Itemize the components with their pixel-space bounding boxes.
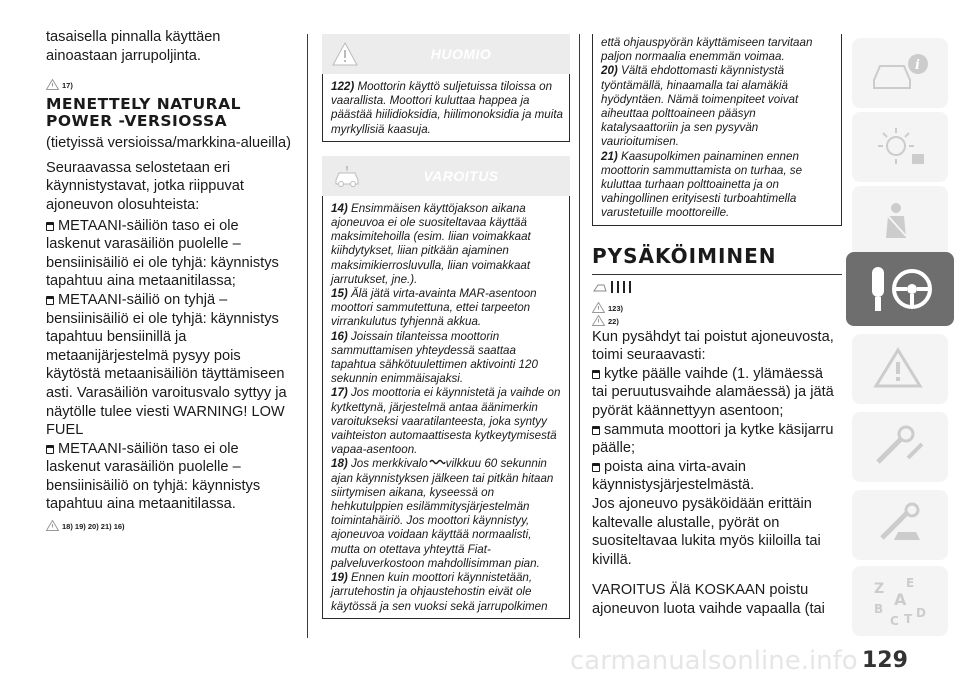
warning-lights-icon [868,124,932,170]
watermark: carmanualsonline.info [570,646,858,676]
column-divider [579,34,580,638]
tab-maintenance[interactable] [852,490,948,560]
list-item: poista aina virta-avain käynnistysjärjestelmästä. [592,458,755,494]
warning-car-icon [868,346,932,392]
list-item: METAANI-säiliön taso ei ole laskenut varasäiliön puolelle – bensiinisäiliö ei ole tyhjä: käynnistys tapahtuu aina metaanitilassa; [46,217,279,290]
svg-text:A: A [894,590,907,609]
reference-numbers: 22) [608,316,619,326]
tab-starting-driving[interactable] [846,252,954,326]
warning-item: 21) Kaasupolkimen painaminen ennen moottorin sammuttamista on turhaa, se kuluttaa turhaan polttoainetta ja on vahingollinen erityisesti turboahtimella varustetuille moottoreille. [601,149,803,220]
tab-safety[interactable] [852,186,948,256]
bullet-icon [592,426,600,435]
tab-index[interactable] [852,566,948,636]
svg-text:i: i [915,58,920,73]
tab-dashboard-info[interactable] [852,38,948,108]
warning-item: 20) Vältä ehdottomasti käynnistystä työntämällä, hinaamalla tai alamäkiä hyödyntäen. Nämä toimenpiteet voivat aiheuttaa polttoaineen pääsyn katalysaattoriin ja sen pysyvän vaurioitumisen. [601,64,799,149]
parking-icon-row [592,279,842,300]
paragraph: Jos ajoneuvo pysäköidään erittäin kaltevalle alustalle, pyörät on suositeltavaa lukita myös kiiloilla tai kivillä. [592,495,821,568]
seatbelt-icon [868,198,932,244]
tab-warnings[interactable] [852,334,948,404]
warning-triangle-icon [46,520,59,531]
svg-text:C: C [890,614,899,628]
car-damage-icon [332,164,362,188]
warning-triangle-icon [46,79,59,90]
reference-numbers: 18) 19) 20) 21) 16) [62,522,125,532]
warning-title: VAROITUS [423,167,499,184]
list-item: METAANI-säiliön taso ei ole laskenut varasäiliön puolelle – bensiinisäiliö on tyhjä: käynnistys tapahtuu aina metaanitilassa. [46,440,261,513]
reference-numbers: 17) [62,81,73,91]
column-1 [46,28,294,537]
notice-box-body [322,74,570,142]
list-item: kytke päälle vaihde (1. ylämäessä tai peruutusvaihde alamäessä) ja jätä pyörät käännettyyn asentoon; [592,365,834,420]
warning-item: 16) Joissain tilanteissa moottorin sammuttamisen yhteydessä saattaa tapahtua sähkötuulettimen aktivointi 120 sekunnin enimmäisajaksi. [331,329,538,386]
bullet-icon [592,370,600,379]
warning-box-body [322,196,570,619]
warning-item: 14) Ensimmäisen käyttöjakson aikana ajoneuvoa ei ole suositeltavaa käyttää maksimitehoilla (esim. liian voimakkaat kiihdytykset, liian pitkään ajaminen maksimikierrosluvulla, liian voimakkaat jarrutukset, jne.). [331,201,531,286]
glow-plug-icon [428,458,446,467]
paragraph: VAROITUS Älä KOSKAAN poistu ajoneuvon luota vaihde vapaalla (tai [592,582,825,617]
warning-item: 15) Älä jätä virta-avainta MAR-asentoon moottori sammutettuna, ettei tarpeeton virrankulutus tyhjennä akkua. [331,287,537,329]
column-divider [307,34,308,638]
tab-lights[interactable] [852,112,948,182]
lead-paragraph: Kun pysähdyt tai poistut ajoneuvosta, toimi seuraavasti: [592,328,834,364]
alphabet-index-icon [868,573,932,629]
section-heading: MENETTELY NATURAL POWER -VERSIOSSA [46,95,241,131]
tools-icon [868,424,932,470]
bullet-icon [46,445,54,454]
parking-manual-icon [592,279,636,295]
bullet-icon [46,296,54,305]
warning-box-continued [592,34,842,226]
reference-line [592,315,842,326]
warning-triangle-icon [332,42,358,66]
warning-triangle-icon [592,302,605,313]
reference-line [46,79,294,90]
notice-box-header [322,34,570,74]
svg-text:E: E [906,576,915,590]
wrench-car-icon [868,502,932,548]
section-heading: PYSÄKÖIMINEN [592,244,842,275]
list-item: sammuta moottori ja kytke käsijarru päälle; [592,421,834,457]
reference-line [592,302,842,313]
warning-continuation: että ohjauspyörän käyttämiseen tarvitaan paljon normaalia enemmän voimaa. [601,36,813,64]
reference-numbers: 123) [608,303,624,313]
warning-item: 17) Jos moottoria ei käynnistetä ja vaihde on kytkettynä, järjestelmä antaa äänimerkin varoitukseksi vaaratilanteesta, joka syntyy vaihteiston automaattisesta kytkeytymisestä vapaa-asentoon. [331,386,561,457]
list-item: METAANI-säiliö on tyhjä – bensiinisäiliö ei ole tyhjä: käynnistys tapahtuu bensiinillä ja metaanijärjestelmä pysyy pois käytöstä metaanisäiliön täyttämiseen asti. Varasäiliön varoitusvalo syttyy ja näytölle tulee viesti WARNING! LOW FUEL [46,291,287,439]
warning-item: 19) Ennen kuin moottori käynnistetään, jarrutehostin ja ohjaustehostin eivät ole käytössä ja sen vuoksi sekä jarrupolkimen [331,571,548,613]
notice-item: 122) Moottorin käyttö suljetuissa tiloissa on vaarallista. Moottori kuluttaa happea ja päästää hiilidioksidia, hiilimonoksidia ja muita myrkyllisiä kaasuja. [331,80,563,136]
bullet-icon [46,222,54,231]
section-subtitle: (tietyissä versioissa/markkina-alueilla) [46,135,291,152]
svg-text:Z: Z [874,581,885,597]
car-info-icon [868,50,932,96]
key-steering-wheel-icon [860,261,940,317]
column-2 [322,34,570,619]
warning-triangle-icon [592,315,605,326]
warning-item: 18) Jos merkkivalo vilkkuu 60 sekunnin ajan käynnistyksen jälkeen tai pitkän hitaan siirtymisen aikana, kyseessä on hehkutulppien esilämmitysjärjestelmän toimintahäiriö. Jos moottori käynnistyy, ajoneuvoa voidaan käyttää normaalisti, mutta on otettava yhteyttä Fiat-palveluverkostoon mahdollisimman pian. [331,457,554,570]
notice-title: HUOMIO [430,46,492,62]
column-3 [592,34,842,619]
page-number: 129 [862,648,908,673]
svg-text:T: T [904,612,913,626]
lead-paragraph: Seuraavassa selostetaan eri käynnistystavat, jotka riippuvat ajoneuvon olosuhteista: [46,159,244,213]
svg-text:B: B [874,602,884,616]
warning-box-header [322,156,570,196]
tab-emergency[interactable] [852,412,948,482]
intro-paragraph: tasaisella pinnalla käyttäen ainoastaan jarrupoljinta. [46,29,221,64]
bullet-icon [592,463,600,472]
reference-line [46,520,294,531]
svg-text:D: D [916,606,926,620]
